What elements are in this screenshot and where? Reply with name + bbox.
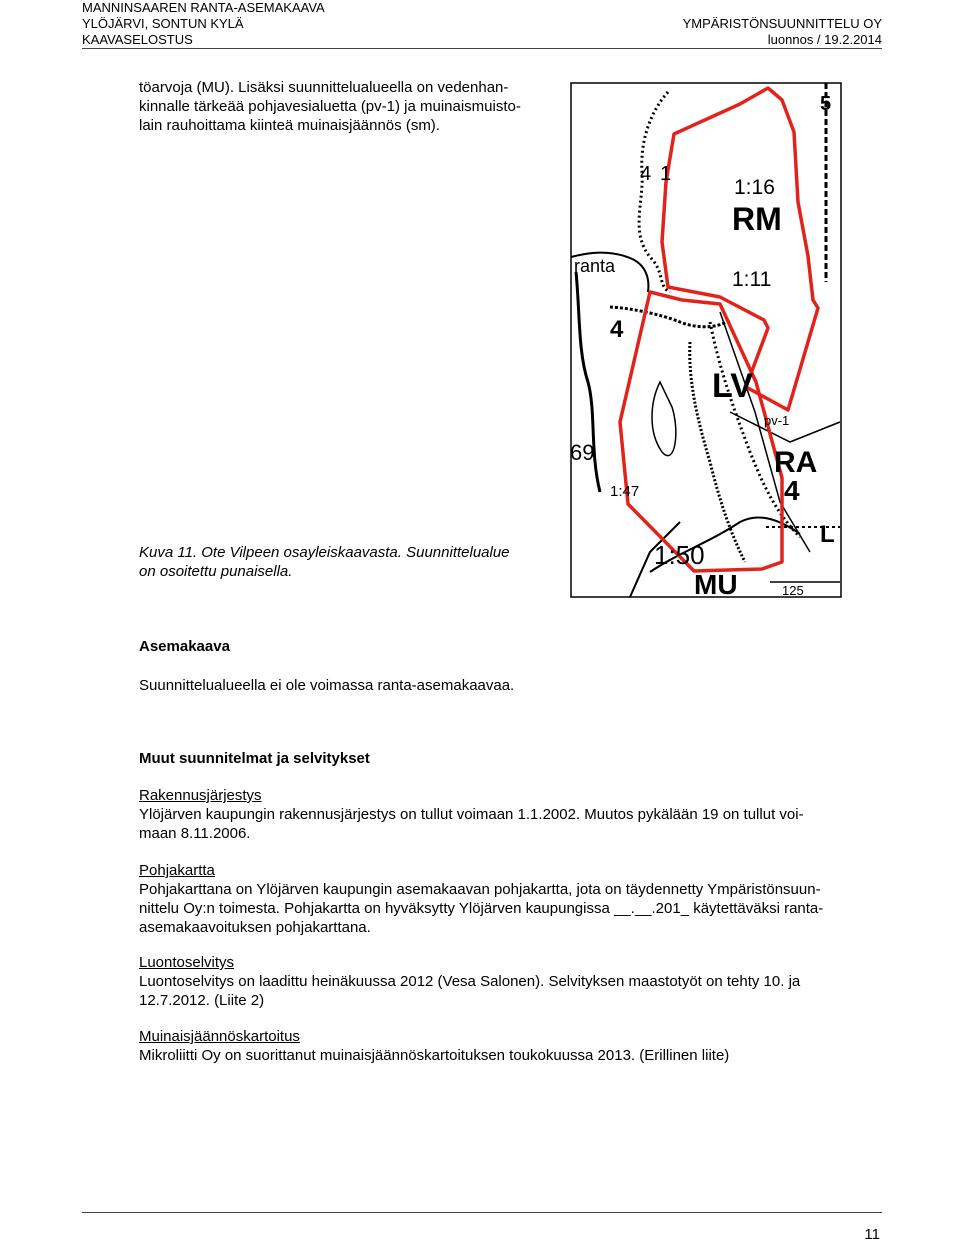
subsection-title: Luontoselvitys: [139, 954, 235, 971]
subsection-title: Rakennusjärjestys: [139, 787, 262, 804]
text-line: on osoitettu punaisella.: [139, 563, 293, 580]
map-label: L: [820, 521, 835, 548]
map-figure: [570, 82, 842, 598]
header-location: YLÖJÄRVI, SONTUN KYLÄ: [82, 16, 244, 31]
map-label: 5: [820, 93, 832, 115]
map-label: LV: [712, 367, 753, 405]
text-line: maan 8.11.2006.: [139, 825, 251, 842]
asemakaava-paragraph: Suunnittelualueella ei ole voimassa ranta-asemakaavaa.: [139, 677, 515, 694]
map-label: 1:11: [732, 268, 772, 291]
intro-paragraph: [139, 78, 534, 135]
text-line: nittelu Oy:n toimesta. Pohjakartta on hyväksytty Ylöjärven kaupungissa __.__.201_ käytettäväksi ranta-: [139, 900, 824, 917]
header-project-title: MANNINSAAREN RANTA-ASEMAKAAVA: [82, 0, 325, 15]
text-line: Pohjakarttana on Ylöjärven kaupungin asemakaavan pohjakartta, jota on täydennetty Ympäristönsuun-: [139, 881, 821, 898]
text-line: Luontoselvitys on laadittu heinäkuussa 2012 (Vesa Salonen). Selvityksen maastotyöt on tehty 10. ja: [139, 973, 801, 990]
map-label: 1:16: [734, 176, 775, 199]
header-company: YMPÄRISTÖNSUUNNITTELU OY: [682, 16, 882, 31]
subsection-muinaisjaannoskartoitus: [139, 1027, 879, 1065]
map-label: RM: [732, 201, 782, 237]
page-number: 11: [864, 1226, 880, 1243]
subsection-pohjakartta: [139, 861, 879, 937]
text-line: asemakaavoituksen pohjakarttana.: [139, 919, 371, 936]
map-label: 1:50: [654, 540, 705, 570]
subsection-title: Pohjakartta: [139, 862, 215, 879]
text-line: töarvoja (MU). Lisäksi suunnittelualueella on vedenhan-: [139, 79, 509, 96]
subsection-title: Muinaisjäännöskartoitus: [139, 1028, 300, 1045]
map-label: MU: [694, 569, 738, 598]
text-line: lain rauhoittama kiinteä muinaisjäännös (sm).: [139, 117, 440, 134]
map-label: 69: [570, 440, 595, 465]
map-label: 4: [640, 163, 652, 185]
map-label: 1: [660, 163, 672, 185]
map-image: [570, 82, 842, 598]
footer-divider: [82, 1212, 882, 1213]
map-label: pv-1: [764, 413, 790, 428]
header-left: [82, 0, 325, 48]
subsection-rakennusjarjestys: [139, 786, 879, 843]
header-right: [683, 0, 882, 48]
header-draft-date: luonnos / 19.2.2014: [767, 32, 882, 47]
subsection-luontoselvitys: [139, 953, 879, 1010]
section-heading-muut: Muut suunnitelmat ja selvitykset: [139, 750, 370, 767]
map-label: ranta: [574, 256, 616, 276]
header-doc-type: KAAVASELOSTUS: [82, 32, 193, 47]
header-divider: [82, 48, 882, 49]
text-line: Mikroliitti Oy on suorittanut muinaisjäännöskartoituksen toukokuussa 2013. (Erillinen liite): [139, 1047, 730, 1064]
map-label: 4: [784, 475, 800, 506]
figure-caption: [139, 543, 539, 581]
map-label: 125: [782, 583, 804, 598]
map-label: 1:47: [610, 483, 640, 500]
text-line: Ylöjärven kaupungin rakennusjärjestys on tullut voimaan 1.1.2002. Muutos pykälään 19 on tullut voi-: [139, 806, 804, 823]
text-line: 12.7.2012. (Liite 2): [139, 992, 265, 1009]
map-label: 4: [610, 316, 624, 343]
text-line: kinnalle tärkeää pohjavesialuetta (pv-1) ja muinaismuisto-: [139, 98, 521, 115]
map-label: RA: [774, 446, 818, 479]
text-line: Kuva 11. Ote Vilpeen osayleiskaavasta. Suunnittelualue: [139, 544, 510, 561]
section-heading-asemakaava: Asemakaava: [139, 638, 230, 655]
